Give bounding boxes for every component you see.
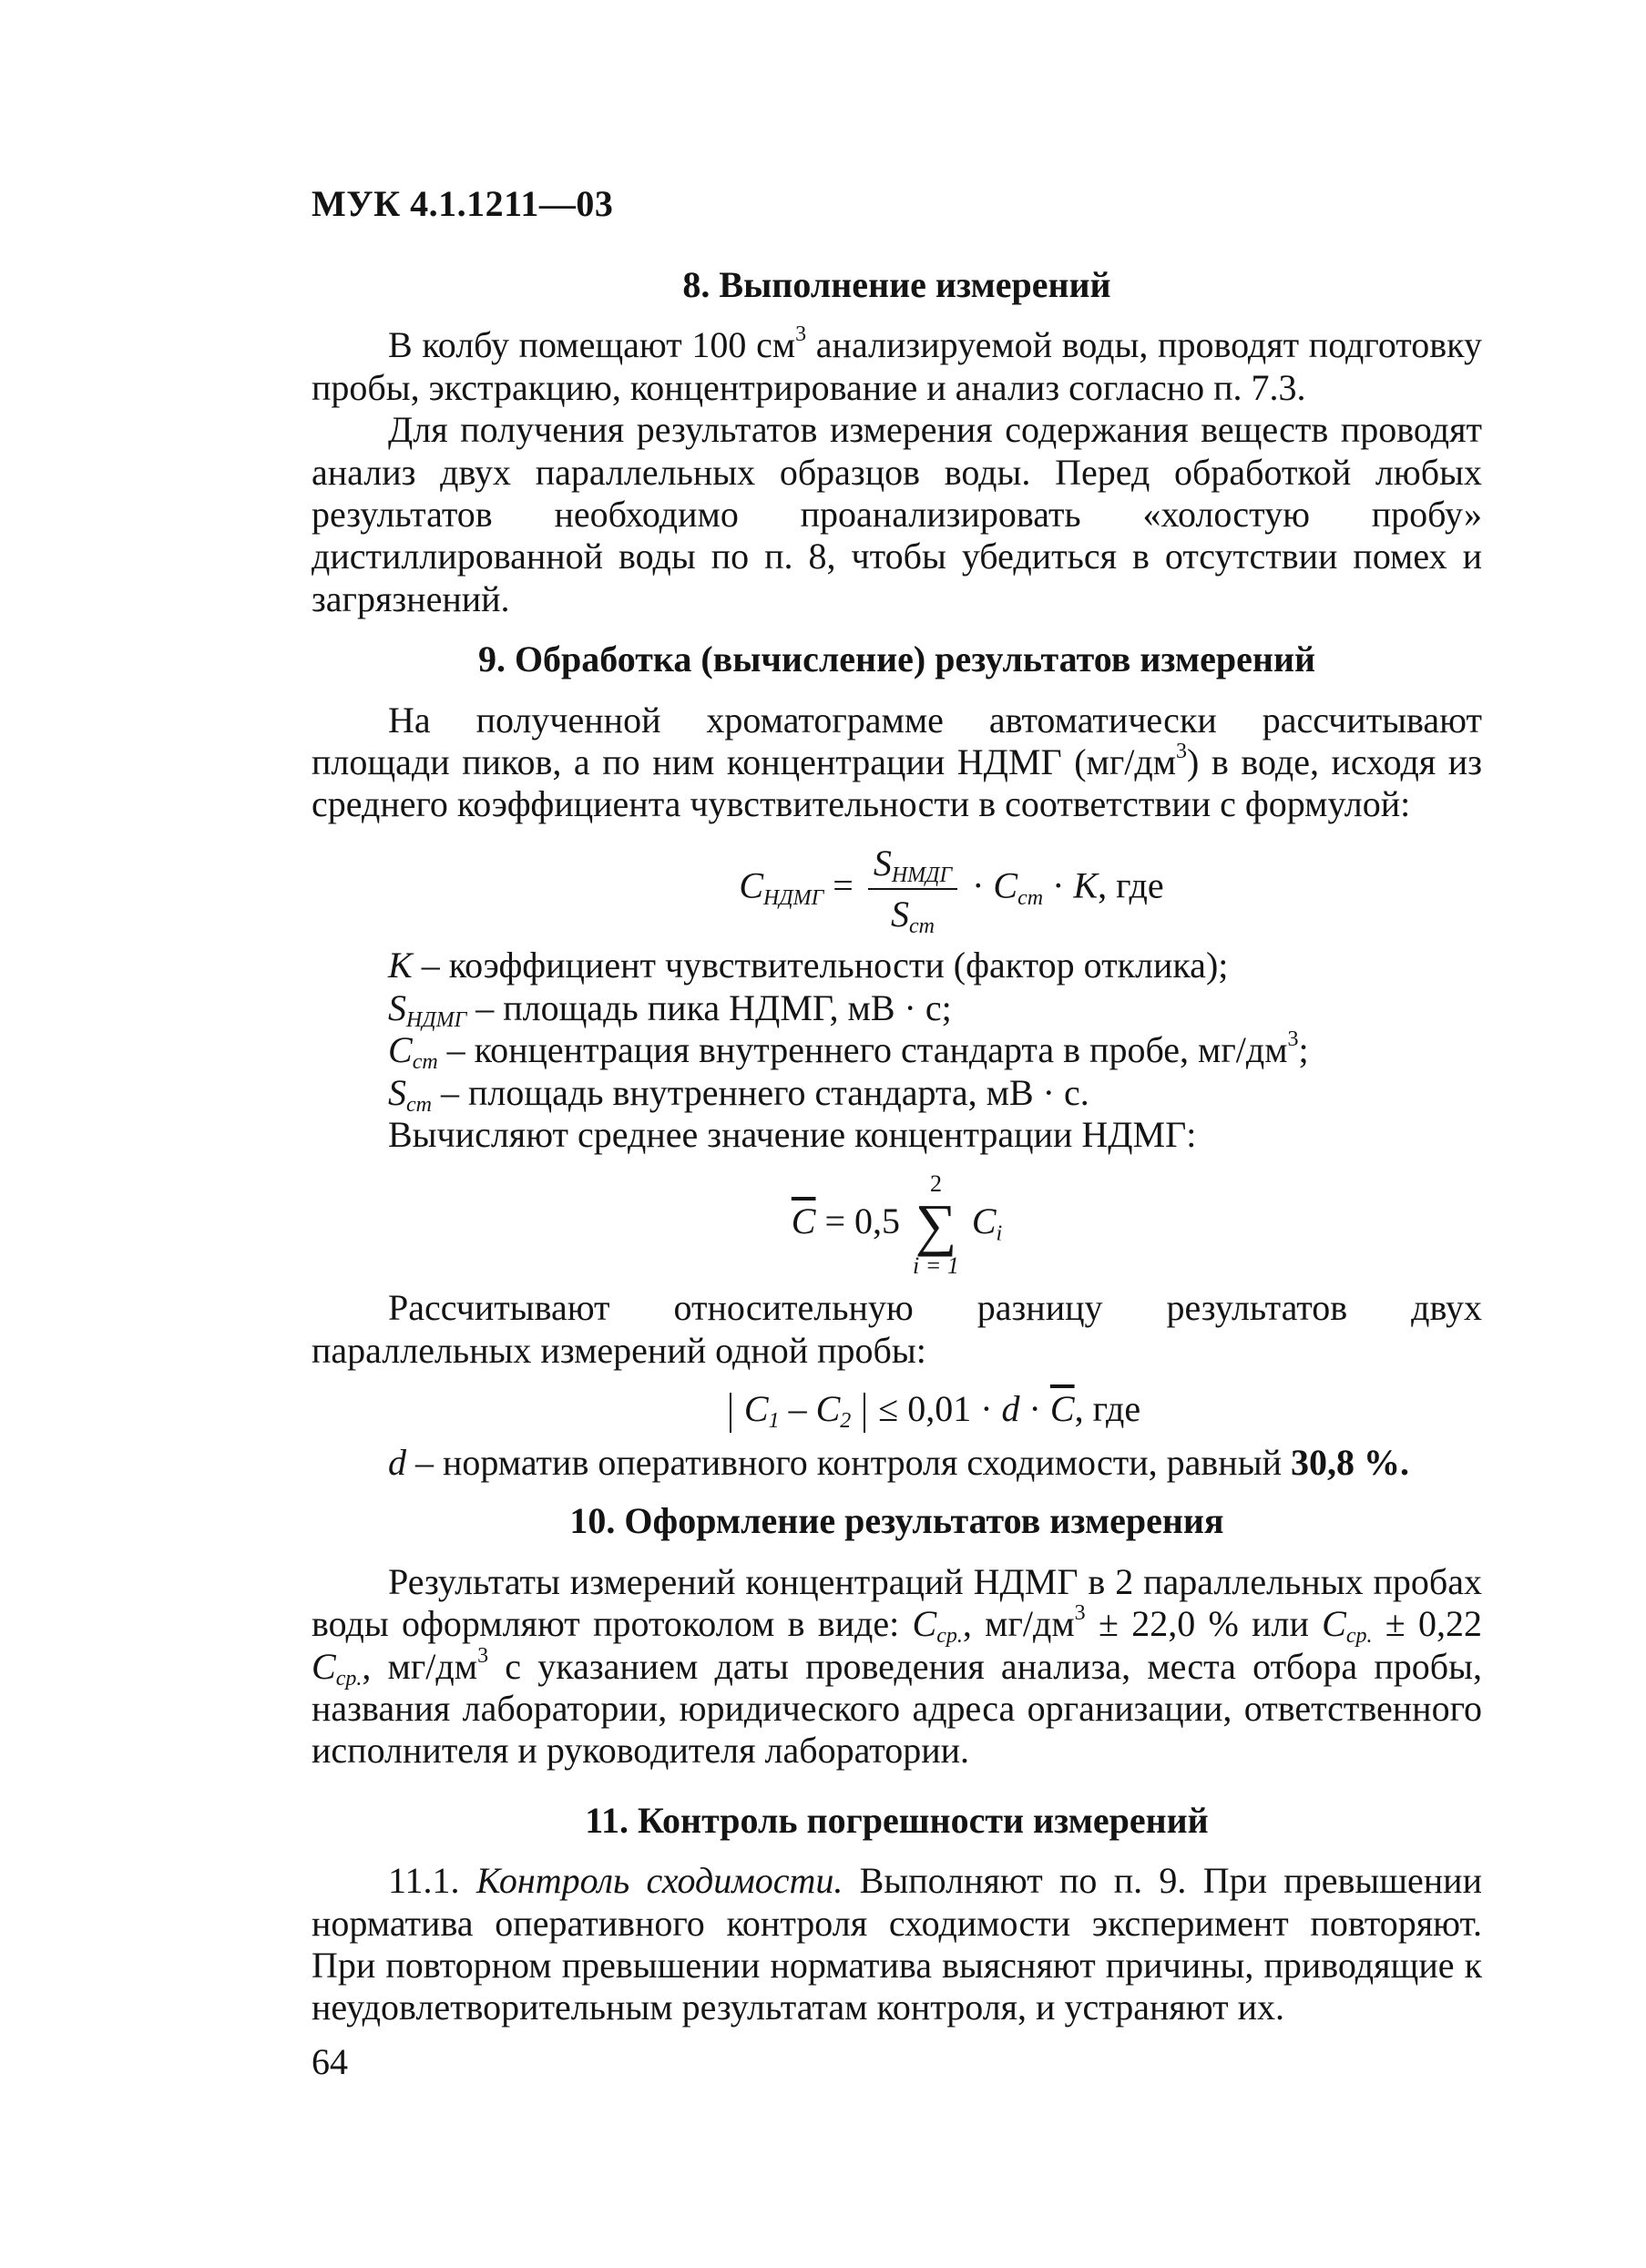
sum-symbol: 2 ∑ i = 1 — [913, 1170, 959, 1280]
section-9-paragraph-2: Рассчитывают относительную разницу результатов двух параллельных измерений одной пробы: — [312, 1287, 1482, 1371]
document-header: МУК 4.1.1211—03 — [312, 183, 614, 224]
section-11-title: 11. Контроль погрешности измерений — [585, 1799, 1209, 1841]
formula-fraction: $\frac{S_{НМДГ}}{S_{cm}}$ — [868, 843, 957, 936]
section-10-paragraph: Результаты измерений концентраций НДМГ в 2 параллельных пробах воды оформляют протоколом в виде: $C_{ср.}$, $мг/дм^3 \pm 22,0$ % или $C_{ср.} \pm 0,22$ $C_{ср.}$, $мг/дм^3$ с указанием даты проведения анализа, места отбора пробы, названия лаборатории, юридического адреса организации, ответственного исполнителя и руководителя лаборатории. — [312, 1560, 1483, 1772]
definition-s-cm: $S_{cm}$ – площадь внутреннего стандарта, мВ · с. — [388, 1071, 1089, 1117]
section-9-title: 9. Обработка (вычисление) результатов измерений — [477, 639, 1316, 680]
definition-c-cm: $C_{cm}$ – концентрация внутреннего стандарта в пробе, $мг/дм^3$; — [388, 1027, 1309, 1075]
average-text: Вычисляют среднее значение концентрации НДМГ: — [388, 1114, 1197, 1156]
section-8-paragraph-2: Для получения результатов измерения содержания веществ проводят анализ двух параллельных образцов воды. Перед обработкой любых результатов необходимо проанализировать «холостую пробу» дистиллированной воды по п. 8, чтобы убедиться в отсутствии помех и загрязнений. — [312, 409, 1482, 619]
section-10-title: 10. Оформление результатов измерения — [569, 1500, 1224, 1542]
page-number: 64 — [312, 2041, 348, 2082]
formula-average: $\overline{C} = 0,5$ 2 ∑ i = 1 $C_i$ — [791, 1170, 1003, 1280]
formula-concentration: $C_{НДМГ}$ = $\frac{S_{НМДГ}}{S_{cm}}$ · $C_{cm} \cdot K$, где — [739, 842, 1164, 939]
section-11-paragraph: 11.1. Контроль сходимости. Выполняют по п. 9. При превышении норматива оперативного контроля сходимости эксперимент повторяют. При повторном превышении норматива выясняют причины, приводящие к неудовлетворительным результатам контроля, и устраняют их. — [312, 1860, 1482, 2028]
formula-difference: $C_1 - C_2 \le 0,01 \cdot d \cdot \overline{C}$, где — [384, 1388, 1482, 1433]
document-body — [312, 264, 1482, 2029]
section-9-paragraph-1: На полученной хроматограмме автоматически рассчитывают площади пиков, а по ним концентрации НДМГ $(мг/дм^3)$ в воде, исходя из среднего коэффициента чувствительности в соответствии с формулой: — [312, 699, 1483, 825]
definition-s-ndmg: $S_{НДМГ}$ – площадь пика НДМГ, мВ · с; — [388, 986, 952, 1033]
section-8-title: 8. Выполнение измерений — [682, 264, 1111, 305]
definition-k: K – коэффициент чувствительности (фактор отклика); — [388, 945, 1229, 986]
definition-d: d – норматив оперативного контроля сходимости, равный 30,8 %. — [388, 1442, 1409, 1484]
section-8-paragraph-1: В колбу помещают 100 $см^3$ анализируемой воды, проводят подготовку пробы, экстракцию, концентрирование и анализ согласно п. 7.3. — [312, 322, 1482, 408]
